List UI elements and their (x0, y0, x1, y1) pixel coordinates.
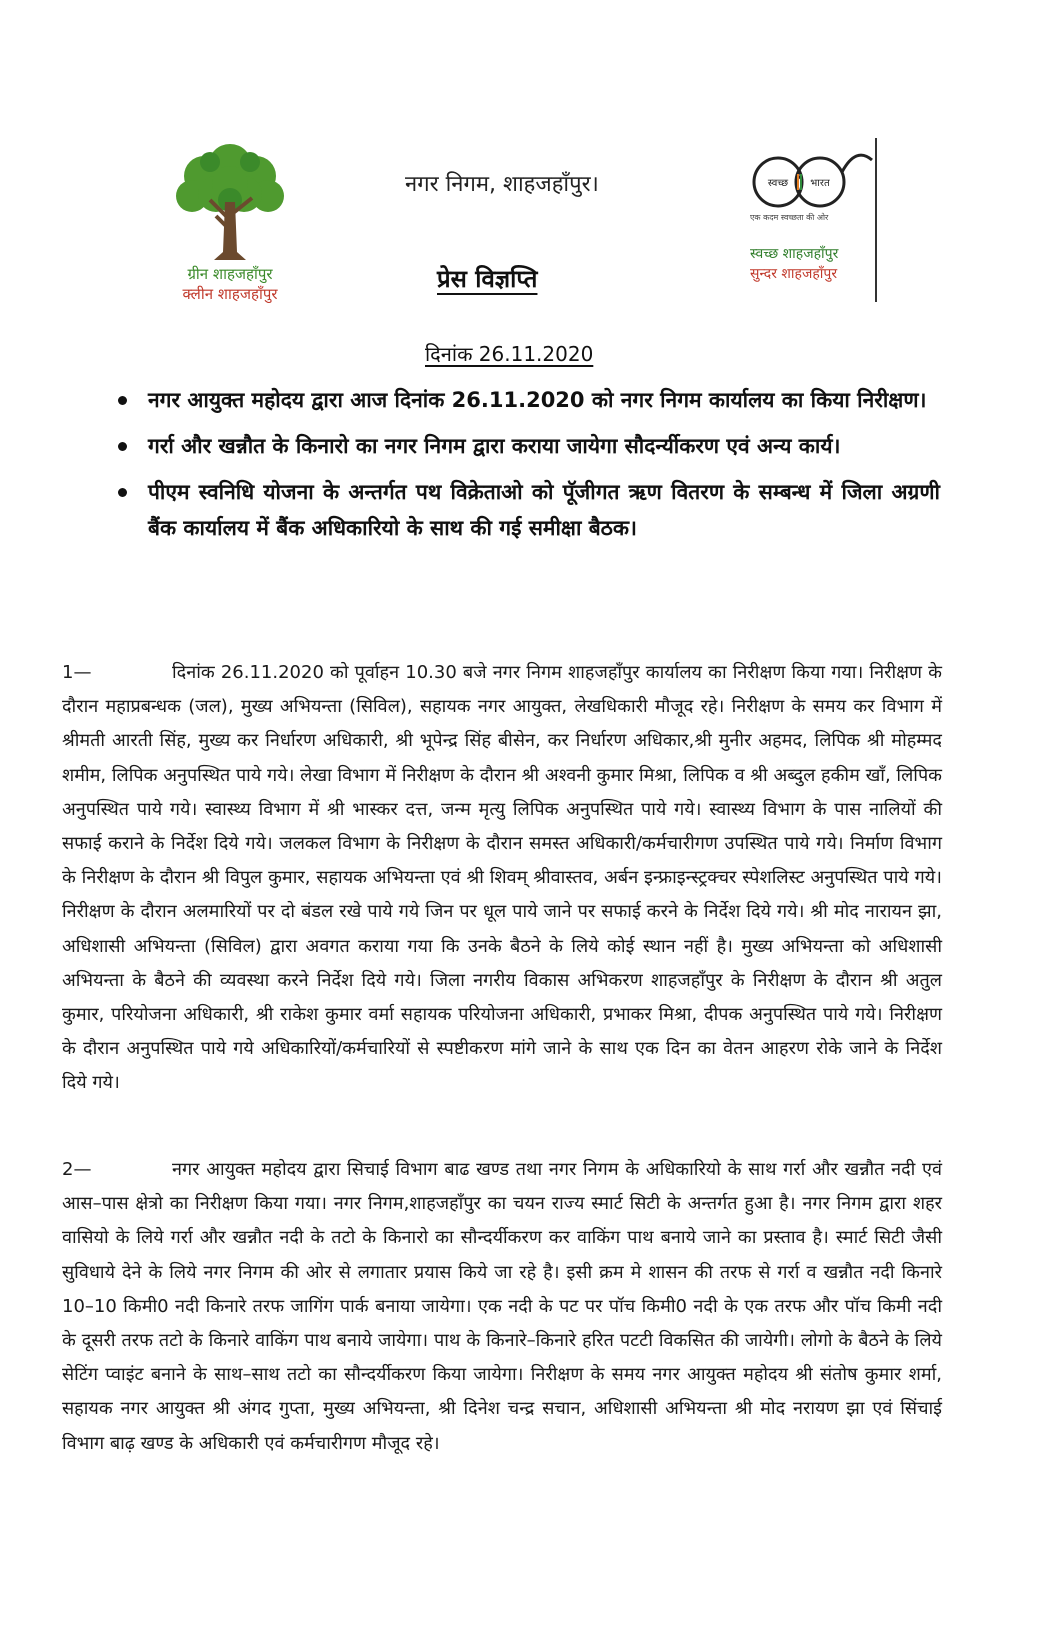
swachh-bharat-logo (740, 140, 890, 282)
highlight-item (118, 382, 940, 418)
office-title: नगर निगम, शाहजहाँपुर। (405, 172, 599, 197)
swachh-bharat-spectacles-icon (740, 140, 874, 214)
bullet-icon (118, 442, 127, 451)
lens-left-text: स्वच्छ (767, 178, 789, 189)
bullet-icon (118, 488, 127, 497)
highlight-text: गर्रा और खन्नौत के किनारो का नगर निगम द्वारा कराया जायेगा सौदर्न्यीकरण एवं अन्य कार्य। (148, 434, 841, 458)
highlight-item (118, 428, 940, 464)
paragraph-2 (62, 1153, 942, 1461)
header-divider (875, 138, 877, 302)
paragraph-number: 1— (62, 662, 92, 683)
highlight-text: पीएम स्वनिधि योजना के अन्तर्गत पथ विक्रेताओ को पूॅजीगत ऋण वितरण के सम्बन्ध में जिला अग्रणी बैंक कार्यालय में बैंक अधिकारियो के साथ की गई समीक्षा बैठक। (148, 480, 940, 540)
paragraph-number: 2— (62, 1159, 92, 1180)
paragraph-text: नगर आयुक्त महोदय द्वारा सिचाई विभाग बाढ खण्ड तथा नगर निगम के अधिकारियो के साथ गर्रा और खन्नौत नदी एवं आस–पास क्षेत्रो का निरीक्षण किया गया। नगर निगम,शाहजहाँपुर का चयन राज्य स्मार्ट सिटी के अन्तर्गत हुआ है। नगर निगम द्वारा शहर वासियो के लिये गर्रा और खन्नौत नदी के तटो के किनारो का सौन्दर्यीकरण कर वाकिंग पाथ बनाये जाने का प्रस्ताव है। स्मार्ट सिटी जैसी सुविधाये देने के लिये नगर निगम की ओर से लगातार प्रयास किये जा रहे है। इसी क्रम मे शासन की तरफ से गर्रा व खन्नौत नदी किनारे 10–10 किमी0 नदी किनारे तरफ जागिंग पार्क बनाया जायेगा। एक नदी के पट पर पॉच किमी0 नदी के एक तरफ और पॉच किमी नदी के दूसरी तरफ तटो के किनारे वाकिंग पाथ बनाये जायेगा। पाथ के किनारे–किनारे हरित पटटी विकसित की जायेगी। लोगो के बैठने के लिये सेटिंग प्वाइंट बनाने के साथ–साथ तटो का सौन्दर्यीकरण किया जायेगा। निरीक्षण के समय नगर आयुक्त महोदय श्री संतोष कुमार शर्मा, सहायक नगर आयुक्त श्री अंगद गुप्ता, मुख्य अभियन्ता, श्री दिनेश चन्द्र सचान, अधिशासी अभियन्ता श्री मोद नरायण झा एवं सिंचाई विभाग बाढ़ खण्ड के अधिकारी एवं कर्मचारीगण मौजूद रहे। (62, 1159, 942, 1454)
highlight-item (118, 474, 940, 546)
highlights-list (118, 382, 940, 556)
right-logo-caption-line1: स्वच्छ शाहजहाँपुर (750, 246, 839, 262)
press-release-title: प्रेस विज्ञप्ति (437, 265, 538, 293)
tree-icon (170, 140, 290, 262)
bullet-icon (118, 396, 127, 405)
left-logo-caption-line1: ग्रीन शाहजहाँपुर (187, 265, 273, 283)
release-date: दिनांक 26.11.2020 (425, 342, 594, 366)
swachh-tagline: एक कदम स्वच्छता की ओर (750, 213, 829, 222)
left-logo-caption-line2: क्लीन शाहजहाँपुर (182, 285, 278, 303)
green-shahjahanpur-logo (150, 140, 310, 304)
right-logo-caption-line2: सुन्दर शाहजहाँपुर (750, 266, 838, 282)
highlight-text: नगर आयुक्त महोदय द्वारा आज दिनांक 26.11.2020 को नगर निगम कार्यालय का किया निरीक्षण। (148, 388, 927, 412)
paragraph-1 (62, 656, 942, 1101)
lens-right-text: भारत (810, 178, 830, 189)
paragraph-text: दिनांक 26.11.2020 को पूर्वाहन 10.30 बजे नगर निगम शाहजहाँपुर कार्यालय का निरीक्षण किया गया। निरीक्षण के दौरान महाप्रबन्धक (जल), मुख्य अभियन्ता (सिविल), सहायक नगर आयुक्त, लेखधिकारी मौजूद रहे। निरीक्षण के समय कर विभाग में श्रीमती आरती सिंह, मुख्य कर निर्धारण अधिकारी, श्री भूपेन्द्र सिंह बीसेन, कर निर्धारण अधिकार,श्री मुनीर अहमद, लिपिक श्री मोहम्मद शमीम, लिपिक अनुपस्थित पाये गये। लेखा विभाग में निरीक्षण के दौरान श्री अश्वनी कुमार मिश्रा, लिपिक व श्री अब्दुल हकीम खाँ, लिपिक अनुपस्थित पाये गये। स्वास्थ्य विभाग में श्री भास्कर दत्त, जन्म मृत्यु लिपिक अनुपस्थित पाये गये। स्वास्थ्य विभाग के पास नालियों की सफाई कराने के निर्देश दिये गये। जलकल विभाग के निरीक्षण के दौरान समस्त अधिकारी/कर्मचारीगण उपस्थित पाये गये। निर्माण विभाग के निरीक्षण के दौरान श्री विपुल कुमार, सहायक अभियन्ता एवं श्री शिवम् श्रीवास्तव, अर्बन इन्फ्राइन्स्ट्रक्चर स्पेशलिस्ट अनुपस्थित पाये गये। निरीक्षण के दौरान अलमारियों पर दो बंडल रखे पाये गये जिन पर धूल पाये जाने पर सफाई करने के निर्देश दिये गये। श्री मोद नारायन झा, अधिशासी अभियन्ता (सिविल) द्वारा अवगत कराया गया कि उनके बैठने के लिये कोई स्थान नहीं है। मुख्य अभियन्ता को अधिशासी अभियन्ता के बैठने की व्यवस्था करने निर्देश दिये गये। जिला नगरीय विकास अभिकरण शाहजहाँपुर के निरीक्षण के दौरान श्री अतुल कुमार, परियोजना अधिकारी, श्री राकेश कुमार वर्मा सहायक परियोजना अधिकारी, प्रभाकर मिश्रा, दीपक अनुपस्थित पाये गये। निरीक्षण के दौरान अनुपस्थित पाये गये अधिकारियों/कर्मचारियों से स्पष्टीकरण मांगे जाने के साथ एक दिन का वेतन आहरण रोके जाने के निर्देश दिये गये। (62, 662, 942, 1094)
